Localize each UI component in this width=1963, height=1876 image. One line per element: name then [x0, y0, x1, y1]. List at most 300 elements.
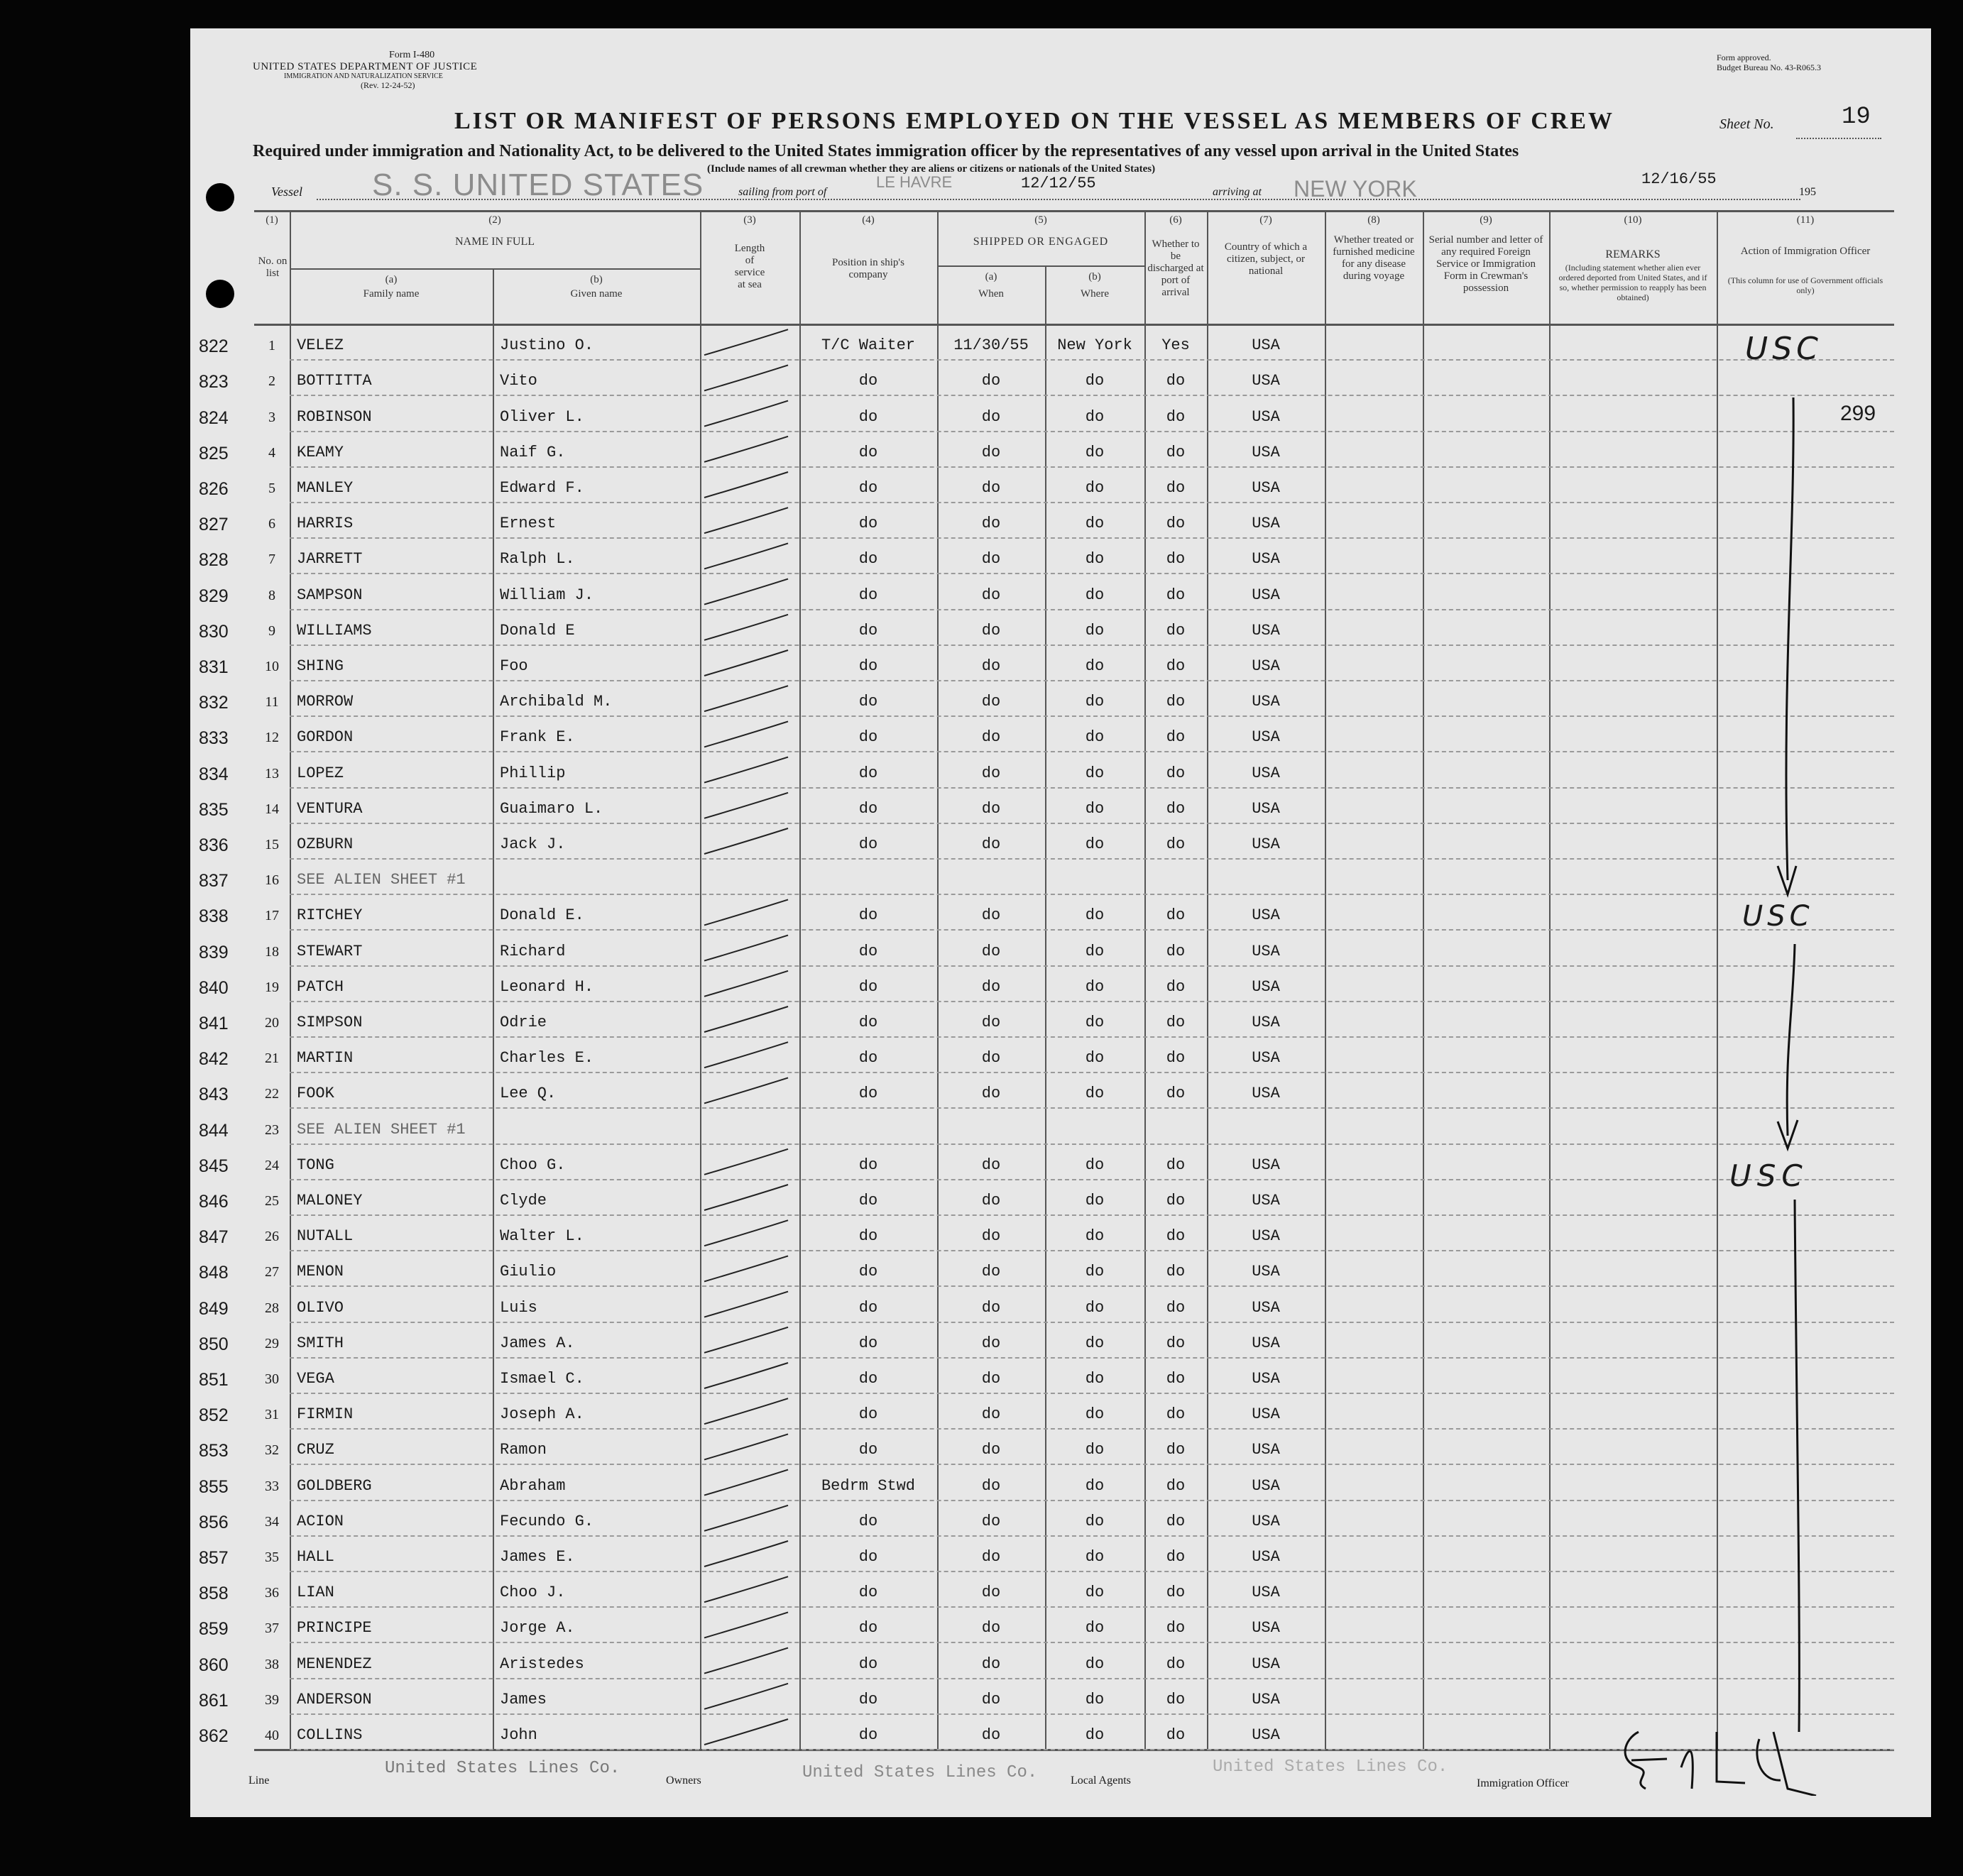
cell-where: do: [1085, 1192, 1105, 1209]
cell-given: Donald E: [500, 621, 575, 640]
row-number: 21: [265, 1051, 279, 1067]
service-stroke: [704, 650, 788, 676]
cell-family: SAMPSON: [297, 586, 363, 604]
cell-where: New York: [1057, 336, 1132, 355]
cell-position: do: [858, 550, 878, 569]
row-rule: [290, 359, 1894, 361]
cell-family: MARTIN: [297, 1049, 354, 1068]
row-rule: [290, 502, 1894, 503]
year-suffix: 195: [1799, 186, 1816, 198]
cell-position: do: [858, 906, 878, 925]
cell-given: Fecundo G.: [500, 1512, 594, 1530]
cell-where: do: [1085, 693, 1105, 711]
row-reference-number: 849: [199, 1298, 229, 1319]
service-stroke: [704, 1292, 788, 1317]
cell-family: RITCHEY: [297, 906, 363, 925]
cell-family: BOTTITTA: [297, 372, 372, 390]
row-reference-number: 851: [199, 1370, 229, 1390]
cell-position: do: [858, 621, 878, 640]
col10-num: (10): [1624, 214, 1642, 226]
cell-given: Lee Q.: [500, 1085, 557, 1103]
cell-family: PATCH: [297, 977, 344, 996]
cell-discharged: do: [1166, 977, 1186, 996]
cell-discharged: do: [1166, 906, 1186, 925]
cell-position: do: [858, 977, 878, 996]
cell-given: Abraham: [500, 1476, 566, 1495]
row-reference-number: 835: [199, 799, 229, 820]
col10-note: (Including statement whether alien ever ordered deported from United States, and if so, whether permission to reapply has been obtained): [1558, 263, 1707, 302]
cell-given: Leonard H.: [500, 977, 594, 996]
cell-position: do: [858, 1085, 878, 1103]
service-stroke: [704, 1470, 788, 1496]
cell-when: do: [981, 1334, 1001, 1352]
row-reference-number: 846: [199, 1192, 229, 1212]
line-label: Line: [248, 1774, 270, 1787]
cell-position: do: [858, 1441, 878, 1459]
arrival-date: 12/16/55: [1641, 170, 1717, 188]
row-number: 24: [265, 1157, 279, 1173]
col9-num: (9): [1480, 214, 1492, 226]
row-rule: [290, 1001, 1894, 1002]
row-number: 12: [265, 730, 279, 746]
cell-country: USA: [1252, 1298, 1280, 1317]
row-number: 39: [265, 1691, 279, 1708]
page-title: LIST OR MANIFEST OF PERSONS EMPLOYED ON THE VESSEL AS MEMBERS OF CREW: [454, 108, 1615, 134]
cell-given: Frank E.: [500, 728, 575, 747]
cell-when: do: [981, 1370, 1001, 1388]
service-stroke: [704, 401, 788, 427]
col11-num: (11): [1796, 214, 1815, 226]
cell-given: Choo G.: [500, 1156, 566, 1174]
col8-header: Whether treated or furnished medicine for any disease during voyage: [1333, 234, 1415, 282]
cell-country: USA: [1252, 1619, 1280, 1638]
cell-discharged: do: [1166, 586, 1186, 604]
cell-given: Jorge A.: [500, 1619, 575, 1638]
service-stroke: [704, 365, 788, 390]
punch-hole: [206, 183, 234, 212]
cell-when: do: [981, 942, 1001, 960]
cell-position: do: [858, 693, 878, 711]
service-stroke: [704, 686, 788, 711]
row-rule: [290, 1143, 1894, 1145]
cell-family: ANDERSON: [297, 1690, 372, 1708]
row-rule: [290, 1428, 1894, 1430]
cell-when: do: [981, 1085, 1001, 1103]
service-stroke: [704, 721, 788, 747]
page-count-annotation: 299: [1840, 402, 1876, 425]
service-stroke: [704, 1541, 788, 1567]
row-rule: [290, 1357, 1894, 1359]
row-reference-number: 840: [199, 977, 229, 998]
cell-position: do: [858, 799, 878, 818]
row-reference-number: 856: [199, 1512, 229, 1532]
service-stroke: [704, 1363, 788, 1388]
cell-when: do: [981, 1014, 1001, 1031]
cell-family: JARRETT: [297, 550, 363, 569]
cell-country: USA: [1252, 586, 1280, 604]
col5b-header: Where: [1081, 288, 1109, 300]
cell-when: do: [981, 1584, 1001, 1602]
service-stroke: [704, 1220, 788, 1246]
row-rule: [290, 1606, 1894, 1608]
cell-country: USA: [1252, 1690, 1280, 1708]
cell-given: Charles E.: [500, 1049, 594, 1068]
usc-mark-3: USC: [1729, 1158, 1808, 1193]
cell-country: USA: [1252, 515, 1280, 533]
cell-when: do: [981, 550, 1001, 569]
cell-family: SHING: [297, 657, 344, 675]
col5-num: (5): [1034, 214, 1047, 226]
row-reference-number: 860: [199, 1655, 229, 1675]
cell-family: VELEZ: [297, 336, 344, 355]
row-rule: [290, 431, 1894, 432]
row-reference-number: 855: [199, 1476, 229, 1497]
cell-position: do: [858, 407, 878, 426]
cell-given: Giulio: [500, 1263, 557, 1281]
col6-num: (6): [1169, 214, 1182, 226]
service-stroke: [704, 1684, 788, 1709]
cell-given: Edward F.: [500, 479, 584, 497]
sheet-label: Sheet No.: [1719, 116, 1774, 132]
cell-where: do: [1085, 1370, 1105, 1388]
cell-family: VENTURA: [297, 799, 363, 818]
approval-line-2: Budget Bureau No. 43-R065.3: [1717, 62, 1821, 72]
cell-given: Jack J.: [500, 835, 566, 853]
cell-given: Ralph L.: [500, 550, 575, 569]
col5b-num: (b): [1088, 271, 1101, 283]
service-stroke: [704, 543, 788, 569]
cell-position: do: [858, 1726, 878, 1744]
service-stroke: [704, 1185, 788, 1210]
cell-discharged: do: [1166, 1441, 1186, 1459]
row-number: 32: [265, 1442, 279, 1459]
cell-family: ACION: [297, 1512, 344, 1530]
cell-where: do: [1085, 372, 1105, 390]
cell-position: do: [858, 1619, 878, 1638]
col3-header: Length of service at sea: [734, 243, 765, 290]
vessel-name: S. S. UNITED STATES: [372, 168, 704, 202]
cell-given: Luis: [500, 1298, 537, 1317]
cell-position: do: [858, 1192, 878, 1209]
cell-where: do: [1085, 1405, 1105, 1424]
cell-when: do: [981, 1690, 1001, 1708]
cell-given: Clyde: [500, 1192, 547, 1209]
row-rule: [290, 1500, 1894, 1501]
service-stroke: [704, 757, 788, 783]
row-number: 4: [268, 444, 275, 461]
cell-given: Oliver L.: [500, 407, 584, 426]
cell-position: do: [858, 764, 878, 782]
row-number: 40: [265, 1728, 279, 1743]
cell-given: Aristedes: [500, 1655, 584, 1673]
col5-header: SHIPPED OR ENGAGED: [973, 236, 1109, 248]
cell-country: USA: [1252, 799, 1280, 818]
row-number: 37: [265, 1620, 279, 1637]
cell-country: USA: [1252, 1584, 1280, 1602]
cell-given: William J.: [500, 586, 594, 604]
cell-country: USA: [1252, 693, 1280, 711]
row-number: 31: [265, 1407, 279, 1423]
department: UNITED STATES DEPARTMENT OF JUSTICE: [253, 61, 478, 72]
row-reference-number: 861: [199, 1690, 229, 1711]
cell-discharged: do: [1166, 1192, 1186, 1209]
cell-when: do: [981, 1405, 1001, 1424]
row-rule: [290, 715, 1894, 717]
cell-family: SEE ALIEN SHEET #1: [297, 1120, 466, 1139]
row-number: 35: [265, 1549, 279, 1565]
form-number: Form I-480: [389, 50, 435, 60]
sailing-label: sailing from port of: [738, 186, 827, 198]
cell-where: do: [1085, 621, 1105, 640]
cell-family: GORDON: [297, 728, 354, 747]
cell-discharged: do: [1166, 1548, 1186, 1566]
cell-discharged: do: [1166, 1263, 1186, 1281]
cell-position: do: [858, 372, 878, 390]
cell-position: do: [858, 657, 878, 675]
cell-family: SIMPSON: [297, 1014, 363, 1031]
row-number: 27: [265, 1264, 279, 1280]
row-rule: [290, 1250, 1894, 1251]
cell-where: do: [1085, 977, 1105, 996]
cell-family: HALL: [297, 1548, 334, 1566]
cell-discharged: do: [1166, 835, 1186, 853]
manifest-sheet: [190, 28, 1931, 1817]
row-number: 33: [265, 1478, 279, 1494]
cell-country: USA: [1252, 1405, 1280, 1424]
row-number: 16: [265, 872, 279, 889]
row-rule: [290, 929, 1894, 931]
cell-where: do: [1085, 942, 1105, 960]
cell-when: do: [981, 1227, 1001, 1246]
row-reference-number: 858: [199, 1584, 229, 1604]
cell-position: do: [858, 1227, 878, 1246]
row-number: 7: [268, 552, 275, 568]
cell-discharged: do: [1166, 799, 1186, 818]
cell-country: USA: [1252, 407, 1280, 426]
row-number: 9: [268, 622, 275, 639]
row-number: 10: [265, 659, 279, 674]
cell-when: do: [981, 1192, 1001, 1209]
cell-country: USA: [1252, 1263, 1280, 1281]
line-value: United States Lines Co.: [385, 1759, 620, 1778]
subtitle: Required under immigration and Nationality Act, to be delivered to the United States immigration officer by the representatives of any vessel upon arrival in the United States: [253, 142, 1519, 160]
cell-family: OZBURN: [297, 835, 354, 853]
cell-country: USA: [1252, 1370, 1280, 1388]
cell-given: Richard: [500, 942, 566, 960]
cell-discharged: do: [1166, 1584, 1186, 1602]
cell-position: do: [858, 443, 878, 461]
col10-header: REMARKS: [1605, 248, 1661, 260]
cell-discharged: do: [1166, 1370, 1186, 1388]
cell-when: do: [981, 1655, 1001, 1673]
col9-header: Serial number and letter of any required Foreign Service or Immigration Form in Crewman's possession: [1428, 234, 1543, 294]
row-rule: [290, 1285, 1894, 1287]
row-reference-number: 826: [199, 479, 229, 499]
cell-position: do: [858, 1334, 878, 1352]
cell-when: do: [981, 1263, 1001, 1281]
row-reference-number: 853: [199, 1441, 229, 1461]
row-reference-number: 830: [199, 621, 229, 642]
cell-when: do: [981, 372, 1001, 390]
row-rule: [290, 751, 1894, 752]
arriving-label: arriving at: [1213, 186, 1262, 198]
service-stroke: [704, 1434, 788, 1459]
row-reference-number: 852: [199, 1405, 229, 1426]
col2b-num: (b): [590, 274, 603, 285]
cell-discharged: do: [1166, 1298, 1186, 1317]
cell-position: do: [858, 1156, 878, 1174]
row-rule: [290, 894, 1894, 895]
cell-discharged: do: [1166, 1726, 1186, 1744]
cell-family: VEGA: [297, 1370, 334, 1388]
cell-given: Odrie: [500, 1014, 547, 1031]
row-number: 14: [265, 801, 279, 817]
cell-discharged: do: [1166, 1512, 1186, 1530]
cell-position: T/C Waiter: [821, 336, 916, 355]
cell-position: do: [858, 1014, 878, 1031]
row-rule: [290, 787, 1894, 789]
row-rule: [290, 1464, 1894, 1465]
service-stroke: [704, 936, 788, 961]
row-reference-number: 824: [199, 407, 229, 428]
cell-discharged: do: [1166, 1655, 1186, 1673]
row-number: 6: [268, 516, 275, 532]
cell-family: MALONEY: [297, 1192, 363, 1209]
row-rule: [290, 1535, 1894, 1537]
row-number: 17: [265, 908, 279, 924]
row-rule: [290, 858, 1894, 860]
cell-family: SEE ALIEN SHEET #1: [297, 871, 466, 889]
cell-discharged: do: [1166, 479, 1186, 497]
service-stroke: [704, 971, 788, 997]
cell-country: USA: [1252, 479, 1280, 497]
cell-where: do: [1085, 1014, 1105, 1031]
cell-position: do: [858, 1512, 878, 1530]
include-note: (Include names of all crewman whether they are aliens or citizens or nationals of the United States): [707, 163, 1156, 175]
cell-given: Archibald M.: [500, 693, 613, 711]
cell-where: do: [1085, 1085, 1105, 1103]
cell-when: do: [981, 1298, 1001, 1317]
row-number: 19: [265, 979, 279, 995]
row-number: 8: [268, 587, 275, 603]
cell-country: USA: [1252, 1512, 1280, 1530]
cell-family: ROBINSON: [297, 407, 372, 426]
cell-discharged: do: [1166, 1619, 1186, 1638]
service-stroke: [704, 1505, 788, 1531]
cell-given: John: [500, 1726, 537, 1744]
cell-family: HARRIS: [297, 515, 354, 533]
agents-value: United States Lines Co.: [1213, 1757, 1448, 1777]
col7-header: Country of which a citizen, subject, or national: [1224, 241, 1308, 277]
cell-given: Joseph A.: [500, 1405, 584, 1424]
cell-discharged: Yes: [1161, 336, 1190, 355]
cell-family: MANLEY: [297, 479, 354, 497]
cell-family: LOPEZ: [297, 764, 344, 782]
cell-country: USA: [1252, 1085, 1280, 1103]
col2-num: (2): [488, 214, 501, 226]
cell-where: do: [1085, 586, 1105, 604]
port-from: LE HAVRE: [876, 173, 953, 191]
cell-when: do: [981, 799, 1001, 818]
cell-where: do: [1085, 1655, 1105, 1673]
cell-discharged: do: [1166, 1227, 1186, 1246]
cell-country: USA: [1252, 372, 1280, 390]
cell-country: USA: [1252, 1655, 1280, 1673]
col11-note: (This column for use of Government officials only): [1727, 275, 1883, 295]
cell-discharged: do: [1166, 1690, 1186, 1708]
col7-num: (7): [1259, 214, 1272, 226]
cell-given: Ismael C.: [500, 1370, 584, 1388]
row-rule: [290, 395, 1894, 396]
service-stroke: [704, 508, 788, 533]
cell-family: COLLINS: [297, 1726, 363, 1744]
cell-when: do: [981, 1441, 1001, 1459]
cell-family: MENENDEZ: [297, 1655, 372, 1673]
row-rule: [290, 823, 1894, 824]
row-number: 22: [265, 1086, 279, 1102]
row-reference-number: 859: [199, 1619, 229, 1640]
cell-position: do: [858, 1690, 878, 1708]
cell-country: USA: [1252, 336, 1280, 355]
service-stroke: [704, 1256, 788, 1281]
row-reference-number: 822: [199, 336, 229, 357]
cell-given: Justino O.: [500, 336, 594, 355]
cell-when: do: [981, 693, 1001, 711]
row-rule: [290, 573, 1894, 574]
cell-given: Ramon: [500, 1441, 547, 1459]
cell-country: USA: [1252, 764, 1280, 782]
cell-where: do: [1085, 1334, 1105, 1352]
cell-where: do: [1085, 1619, 1105, 1638]
vessel-label: Vessel: [271, 185, 302, 199]
cell-family: MORROW: [297, 693, 354, 711]
cell-given: Guaimaro L.: [500, 799, 603, 818]
cell-family: MENON: [297, 1263, 344, 1281]
port-to: NEW YORK: [1294, 176, 1417, 202]
cell-where: do: [1085, 799, 1105, 818]
cell-when: do: [981, 1619, 1001, 1638]
cell-country: USA: [1252, 942, 1280, 960]
row-reference-number: 842: [199, 1049, 229, 1070]
cell-when: do: [981, 1512, 1001, 1530]
cell-when: do: [981, 621, 1001, 640]
row-rule: [290, 1393, 1894, 1394]
cell-family: LIAN: [297, 1584, 334, 1602]
cell-country: USA: [1252, 1156, 1280, 1174]
cell-when: do: [981, 835, 1001, 853]
cell-position: do: [858, 1548, 878, 1566]
col2-header: NAME IN FULL: [455, 236, 535, 248]
cell-family: FOOK: [297, 1085, 334, 1103]
cell-when: do: [981, 1476, 1001, 1495]
cell-where: do: [1085, 407, 1105, 426]
cell-discharged: do: [1166, 407, 1186, 426]
length-of-service-strokes: [700, 324, 799, 1749]
row-number: 28: [265, 1300, 279, 1316]
row-reference-number: 832: [199, 693, 229, 713]
service-stroke: [704, 472, 788, 498]
cell-discharged: do: [1166, 372, 1186, 390]
cell-family: FIRMIN: [297, 1405, 354, 1424]
cell-country: USA: [1252, 1192, 1280, 1209]
cell-where: do: [1085, 1049, 1105, 1068]
cell-given: Donald E.: [500, 906, 584, 925]
cell-country: USA: [1252, 1049, 1280, 1068]
row-rule: [290, 644, 1894, 646]
sailing-date: 12/12/55: [1021, 175, 1096, 192]
row-reference-number: 850: [199, 1334, 229, 1354]
cell-country: USA: [1252, 1548, 1280, 1566]
